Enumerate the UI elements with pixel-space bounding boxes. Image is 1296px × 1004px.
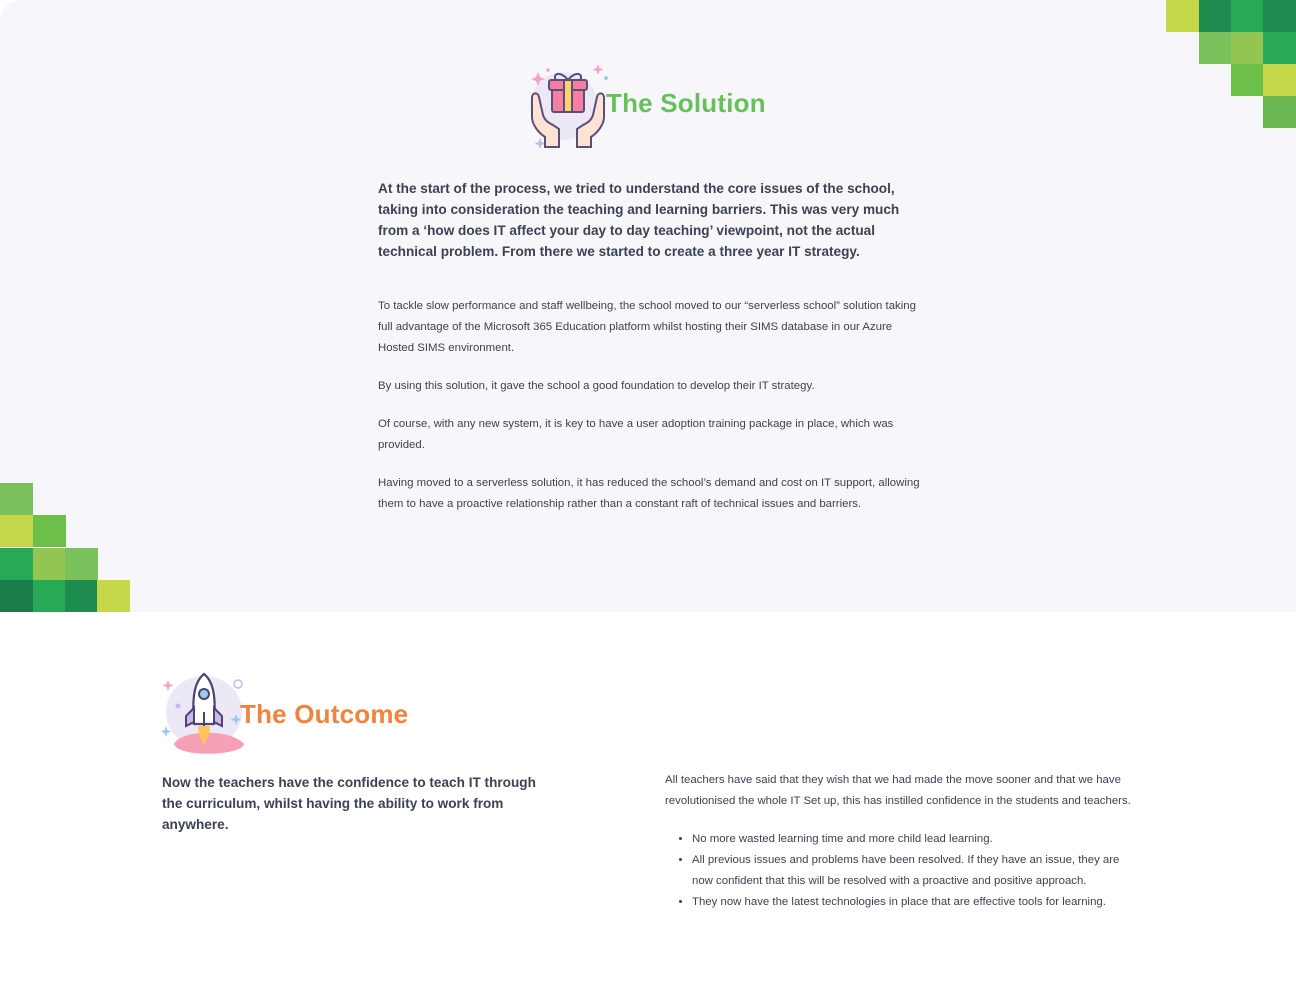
list-item: • All previous issues and problems have been resolved. If they have an issue, they are now confident that this will be resolved with a proactive and positive approach. [692,850,1140,892]
solution-lead-text: At the start of the process, we tried to understand the core issues of the school, taking into consideration the teaching and learning barriers. This was very much from a ‘how does IT affect your day to day teaching’ viewpoint, not the actual technical problem. From there we started to create a three year IT strategy. [378,181,900,259]
solution-paragraph: To tackle slow performance and staff wellbeing, the school moved to our “serverless school” solution taking full advantage of the Microsoft 365 Education platform whilst hosting their SIMS database in our Azure Hosted SIMS environment. [378,300,916,354]
outcome-heading [160,668,408,760]
outcome-bullet-list [665,829,1140,913]
solution-paragraph: Of course, with any new system, it is key to have a user adoption training package in place, which was provided. [378,418,894,451]
outcome-body [665,770,1140,913]
gift-in-hands-icon [524,58,612,148]
solution-paragraph: By using this solution, it gave the school a good foundation to develop their IT strategy. [378,380,815,392]
list-item: • They now have the latest technologies in place that are effective tools for learning. [692,892,1140,913]
solution-paragraph: Having moved to a serverless solution, it has reduced the school’s demand and cost on IT support, allowing them to have a proactive relationship rather than a constant raft of technical issues and barriers. [378,477,920,510]
solution-heading [524,58,766,148]
rocket-icon [160,668,250,760]
outcome-lead-text: Now the teachers have the confidence to teach IT through the curriculum, whilst having the ability to work from anywhere. [162,775,536,832]
list-item: • No more wasted learning time and more child lead learning. [692,829,1140,850]
solution-title: The Solution [606,87,766,118]
solution-body [378,296,923,532]
outcome-title: The Outcome [240,698,409,729]
outcome-paragraph: All teachers have said that they wish that we had made the move sooner and that we have revolutionised the whole IT Set up, this has instilled confidence in the students and teachers. [665,774,1131,807]
